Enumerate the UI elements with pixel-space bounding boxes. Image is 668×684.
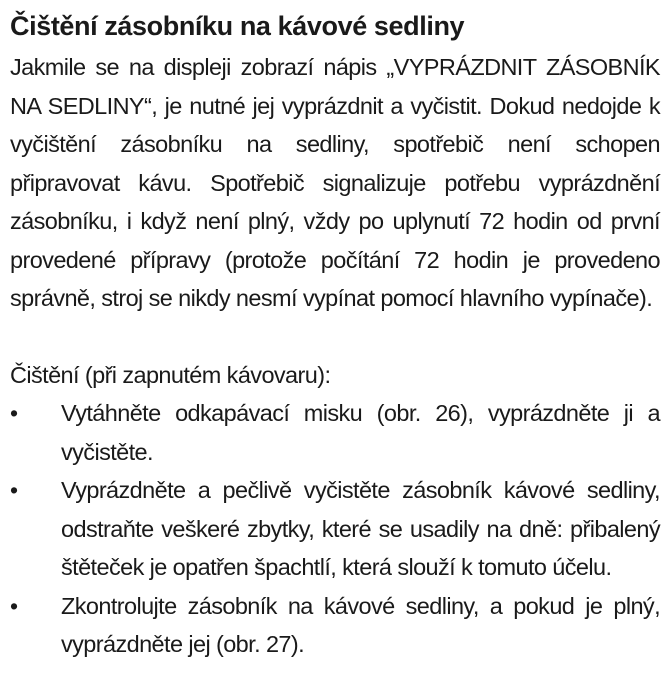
list-item-text: Vyprázdněte a pečlivě vyčistěte zásobník kávové sedliny, odstraňte veškeré zbytky, které se usadily na dně: přibalený štěteček je opatřen špachtlí, která slouží k tomuto účelu. [61,477,660,580]
intro-paragraph: Jakmile se na displeji zobrazí nápis „VYPRÁZDNIT ZÁSOBNÍK NA SEDLINY“, je nutné jej vyprázdnit a vyčistit. Dokud nedojde k vyčištění zásobníku na sedliny, spotřebič není schopen připravovat kávu. Spotřebič signalizuje potřebu vyprázdnění zásobníku, i když není plný, vždy po uplynutí 72 hodin od první provedené přípravy (protože počítání 72 hodin je provedeno správně, stroj se nikdy nesmí vypínat pomocí hlavního vypínače). [10,54,660,311]
bullet-icon: • [10,477,18,503]
list-item [10,587,660,664]
bullet-icon: • [10,592,18,619]
cleaning-subheading: Čištění (při zapnutém kávovaru): [10,361,331,388]
list-item [10,394,660,471]
cleaning-steps-list [10,394,660,664]
document-section [10,8,660,664]
list-item [10,471,660,587]
bullet-icon: • [10,400,18,426]
section-title: Čištění zásobníku na kávové sedliny [10,11,465,41]
list-item-text: Vytáhněte odkapávací misku (obr. 26), vyprázdněte ji a vyčistěte. [61,400,660,465]
list-item-text: Zkontrolujte zásobník na kávové sedliny, a pokud je plný, vyprázdněte jej (obr. 27). [61,592,660,657]
